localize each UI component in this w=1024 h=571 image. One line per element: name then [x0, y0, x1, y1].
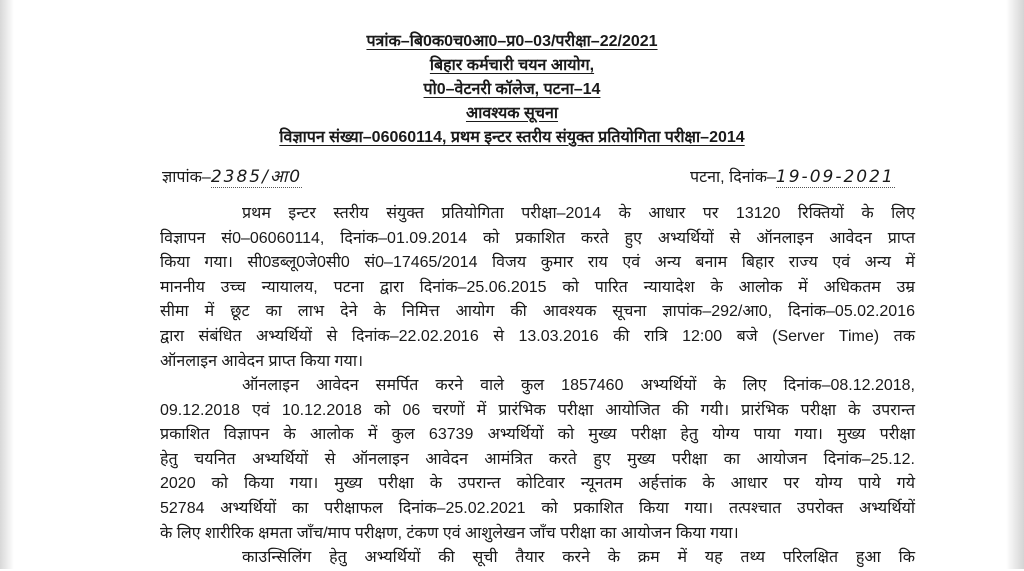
text-line: माननीय उच्च न्यायालय, पटना द्वारा दिनांक–25.06.2015 को पारित न्यायादेश के आलोक में अधिकतम उम्र: [160, 278, 915, 296]
handwritten-memo-number: 2385/आ0: [210, 167, 303, 187]
text-line: हेतु चयनित अभ्यर्थियों से ऑनलाइन आवेदन आमंत्रित करते हुए मुख्य परीक्षा का आयोजन दिनांक–25.12.: [160, 450, 915, 468]
organization-address: पो0–वेटनरी कॉलेज, पटना–14: [423, 81, 601, 98]
text-line: 52784 अभ्यर्थियों का परीक्षाफल दिनांक–25.02.2021 को प्रकाशित किया गया। तत्पश्चात उपरोक्त अभ्यर्थियों: [160, 499, 915, 517]
text-line: सीमा में छूट का लाभ देने के निमित्त आयोग की आवश्यक सूचना ज्ञापांक–292/आ0, दिनांक–05.02.2016: [160, 303, 915, 321]
notice-subject: विज्ञापन संख्या–06060114, प्रथम इन्टर स्तरीय संयुक्त प्रतियोगिता परीक्षा–2014: [279, 129, 745, 146]
handwritten-date: 19-09-2021: [775, 167, 895, 187]
text-line: ऑनलाइन आवेदन प्राप्त किया गया।: [160, 352, 364, 370]
text-line: के लिए शारीरिक क्षमता जाँच/माप परीक्षण, टंकण एवं आशुलेखन जाँच परीक्षा का आयोजन किया गया।: [160, 524, 739, 542]
letter-number: पत्रांक–बि0क0च0आ0–प्र0–03/परीक्षा–22/2021: [366, 33, 658, 50]
text-line: विज्ञापन सं0–06060114, दिनांक–01.09.2014 को प्रकाशित करते हुए अभ्यर्थियों से ऑनलाइन आवेदन प्राप्त: [160, 229, 915, 247]
paragraph-2: [160, 374, 915, 546]
text-line: प्रकाशित विज्ञापन के आलोक में कुल 63739 अभ्यर्थियों को मुख्य परीक्षा हेतु योग्य पाया गया। मुख्य परीक्षा: [160, 426, 915, 444]
text-line: 09.12.2018 एवं 10.12.2018 को 06 चरणों में प्रारंभिक परीक्षा आयोजित की गयी। प्रारंभिक परीक्षा के उपरान्त: [160, 401, 915, 419]
memo-number: ज्ञापांक–2385/आ0: [162, 167, 303, 187]
notice-title: आवश्यक सूचना: [465, 105, 559, 122]
text-line: काउन्सिलिंग हेतु अभ्यर्थियों की सूची तैयार करने के क्रम में यह तथ्य परिलक्षित हुआ कि: [242, 549, 915, 566]
text-line: किया गया। सी0डब्लू0जे0सी0 सं0–17465/2014 विजय कुमार राय एवं अन्य बनाम बिहार राज्य एवं अन्य में: [160, 254, 915, 272]
text-line: ऑनलाइन आवेदन समर्पित करने वाले कुल 1857460 अभ्यर्थियों के लिए दिनांक–08.12.2018,: [242, 377, 915, 394]
paragraph-3: [160, 546, 915, 571]
text-line: द्वारा संबंधित अभ्यर्थियों से दिनांक–22.02.2016 से 13.03.2016 की रात्रि 12:00 बजे (Server Time) तक: [160, 327, 915, 345]
place-date: पटना, दिनांक–19-09-2021: [690, 167, 895, 187]
paragraph-1: [160, 202, 915, 374]
text-line: 2020 को किया गया। मुख्य परीक्षा के उपरान्त कोटिवार न्यूनतम अर्हत्तांक के आधार पर योग्य पाये गये: [160, 475, 915, 493]
organization-name: बिहार कर्मचारी चयन आयोग,: [429, 57, 595, 74]
text-line: प्रथम इन्टर स्तरीय संयुक्त प्रतियोगिता परीक्षा–2014 के आधार पर 13120 रिक्तियों के लिए: [242, 205, 915, 222]
